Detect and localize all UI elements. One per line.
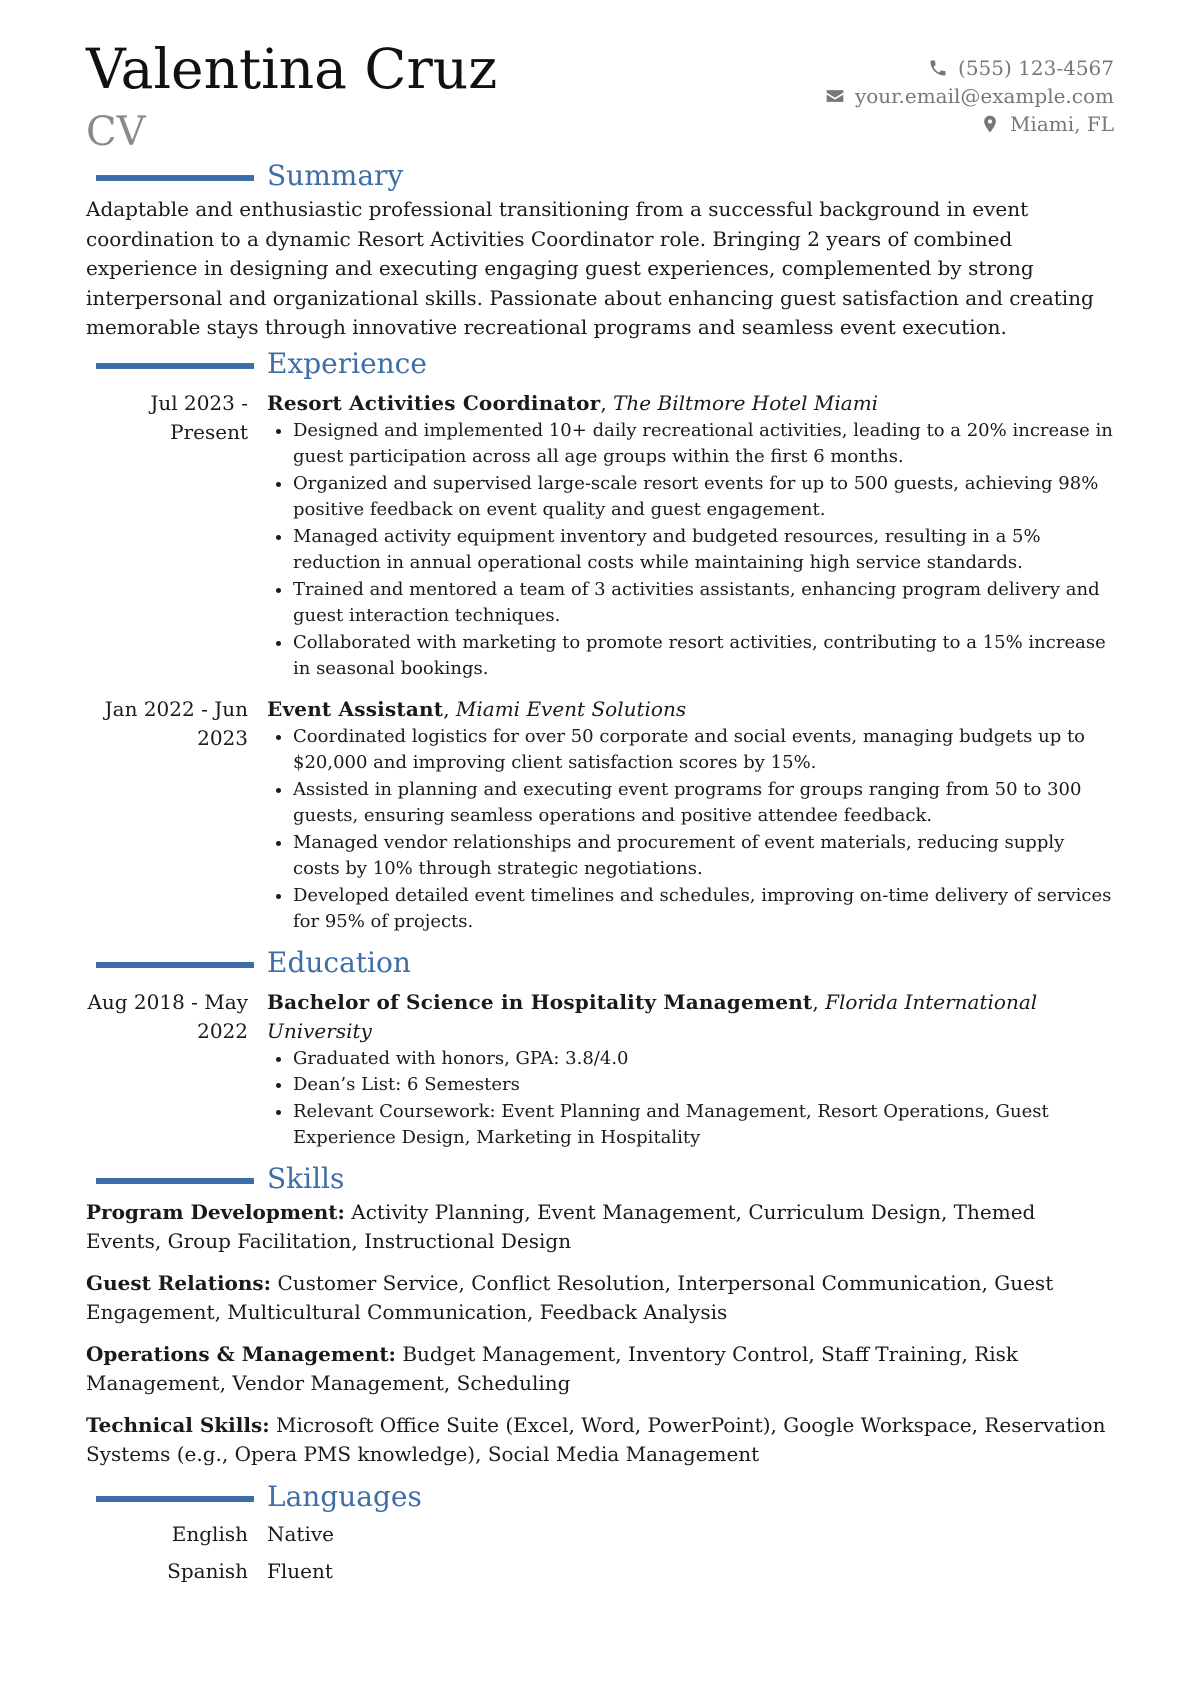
phone-row — [825, 54, 1114, 82]
employer: The Biltmore Hotel Miami — [613, 390, 879, 415]
bullet-list — [267, 724, 1114, 936]
bullet-item: • Relevant Coursework: Event Planning and Management, Resort Operations, Guest Experience Design, Marketing in Hospitality — [293, 1099, 1114, 1152]
cv-page — [86, 37, 1114, 1590]
section-title-summary: Summary — [267, 159, 404, 192]
skill-group — [86, 1198, 1114, 1257]
entry-title: Bachelor of Science in Hospitality Management, Florida International University — [267, 989, 1038, 1043]
entry-title: Resort Activities Coordinator, The Biltmore Hotel Miami — [267, 390, 879, 415]
bullet-item: • Developed detailed event timelines and schedules, improving on-time delivery of services for 95% of projects. — [293, 883, 1114, 936]
bullet-item: • Trained and mentored a team of 3 activities assistants, enhancing program delivery and guest interaction techniques. — [293, 577, 1114, 630]
bullet-item: • Collaborated with marketing to promote resort activities, contributing to a 15% increase in seasonal bookings. — [293, 630, 1114, 683]
skill-group — [86, 1340, 1114, 1399]
job-title: Event Assistant — [267, 696, 444, 721]
education-entry — [86, 988, 1114, 1158]
skill-items: Customer Service, Conflict Resolution, Interpersonal Communication, Guest Engagement, Multicultural Communication, Feedback Analysis — [86, 1270, 1054, 1324]
email-address[interactable]: your.email@example.com — [854, 84, 1114, 108]
section-bar — [96, 175, 254, 181]
bullet-item: • Designed and implemented 10+ daily recreational activities, leading to a 20% increase in guest participation across all age groups within the first 6 months. — [293, 418, 1114, 471]
entry-date: Aug 2018 - May 2022 — [87, 989, 248, 1043]
bullet-item: • Graduated with honors, GPA: 3.8/4.0 — [293, 1046, 1114, 1073]
section-title-languages: Languages — [267, 1479, 422, 1513]
section-title-skills: Skills — [267, 1161, 345, 1195]
language-row — [86, 1553, 1114, 1590]
language-name: Spanish — [167, 1558, 248, 1583]
summary-heading — [86, 161, 1114, 195]
section-bar — [96, 962, 254, 968]
section-title-education: Education — [267, 945, 411, 979]
bullet-item: • Managed vendor relationships and procurement of event materials, reducing supply costs by 10% through strategic negotiations. — [293, 830, 1114, 883]
skill-group — [86, 1411, 1114, 1470]
header — [86, 37, 1114, 155]
skill-items: Microsoft Office Suite (Excel, Word, PowerPoint), Google Workspace, Reservation Systems (e.g., Opera PMS knowledge), Social Media Management — [86, 1412, 1106, 1466]
skill-label: Technical Skills: — [86, 1412, 270, 1437]
skill-label: Program Development: — [86, 1199, 345, 1224]
education-heading — [86, 945, 1114, 982]
bullet-item: • Organized and supervised large-scale resort events for up to 500 guests, achieving 98% positive feedback on event quality and guest engagement. — [293, 471, 1114, 524]
skill-group — [86, 1269, 1114, 1328]
person-name: Valentina Cruz — [86, 37, 498, 101]
experience-entry — [86, 389, 1114, 689]
bullet-item: • Assisted in planning and executing event programs for groups ranging from 50 to 300 guests, ensuring seamless operations and positive attendee feedback. — [293, 777, 1114, 830]
section-bar — [96, 1178, 254, 1184]
degree-title: Bachelor of Science in Hospitality Management — [267, 989, 813, 1014]
skill-label: Operations & Management: — [86, 1341, 396, 1366]
skill-items: Budget Management, Inventory Control, Staff Training, Risk Management, Vendor Management, Scheduling — [86, 1341, 1019, 1395]
entry-date: Jul 2023 - Present — [150, 390, 248, 444]
bullet-list — [267, 418, 1114, 683]
entry-body — [267, 695, 1114, 942]
phone-icon — [928, 58, 948, 78]
cv-label: CV — [86, 109, 146, 155]
skill-items: Activity Planning, Event Management, Curriculum Design, Themed Events, Group Facilitation, Instructional Design — [86, 1199, 1036, 1253]
section-title-experience: Experience — [267, 346, 427, 380]
envelope-icon — [825, 86, 845, 106]
bullet-item: • Dean’s List: 6 Semesters — [293, 1072, 1114, 1099]
language-level: Fluent — [267, 1558, 333, 1583]
experience-heading — [86, 346, 1114, 383]
languages-heading — [86, 1479, 1114, 1516]
bullet-list — [267, 1046, 1114, 1152]
experience-entry — [86, 695, 1114, 942]
bullet-item: • Coordinated logistics for over 50 corporate and social events, managing budgets up to $20,000 and improving client satisfaction scores by 15%. — [293, 724, 1114, 777]
skills-heading — [86, 1161, 1114, 1198]
job-title: Resort Activities Coordinator — [267, 390, 601, 415]
language-level: Native — [267, 1521, 334, 1546]
location-row — [825, 110, 1114, 138]
bullet-item: • Managed activity equipment inventory and budgeted resources, resulting in a 5% reduction in annual operational costs while maintaining high service standards. — [293, 524, 1114, 577]
section-bar — [96, 363, 254, 369]
language-name: English — [171, 1521, 248, 1546]
phone-number[interactable]: (555) 123-4567 — [958, 56, 1114, 80]
skill-label: Guest Relations: — [86, 1270, 272, 1295]
section-bar — [96, 1496, 254, 1502]
entry-title: Event Assistant, Miami Event Solutions — [267, 696, 687, 721]
entry-date: Jan 2022 - Jun 2023 — [104, 696, 248, 750]
contact-info — [825, 54, 1114, 138]
employer: Miami Event Solutions — [455, 696, 687, 721]
email-row — [825, 82, 1114, 110]
entry-body — [267, 988, 1114, 1158]
entry-body — [267, 389, 1114, 689]
language-row — [86, 1516, 1114, 1553]
map-pin-icon — [980, 114, 1000, 134]
institution: Florida International University — [267, 989, 1038, 1043]
summary-text: Adaptable and enthusiastic professional transitioning from a successful background in event coordination to a dynamic Resort Activities Coordinator role. Bringing 2 years of combined experience in designing and executing engaging guest experiences, complemented by strong interpersonal and organizational skills. Passionate about enhancing guest satisfaction and creating memorable stays through innovative recreational programs and seamless event execution. — [86, 197, 1094, 339]
location-text: Miami, FL — [1009, 112, 1114, 136]
